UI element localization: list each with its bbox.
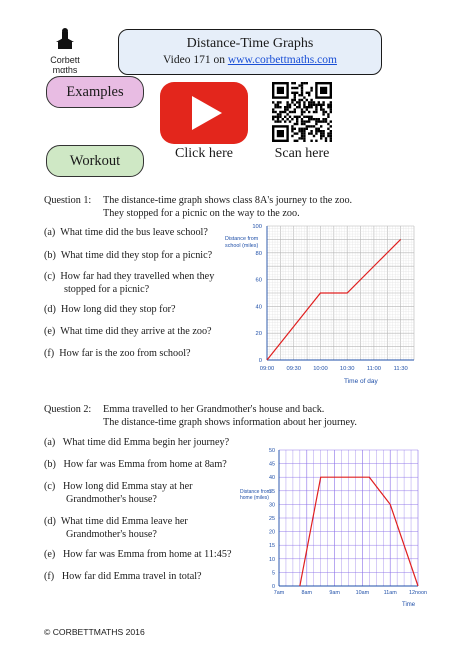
qr-code-icon xyxy=(272,82,332,142)
footer-copyright: © CORBETTMATHS 2016 xyxy=(44,627,145,637)
chart2-y-tick: 5 xyxy=(272,570,275,577)
examples-button[interactable]: Examples xyxy=(46,76,144,108)
q2a-text: What time did Emma begin her journey? xyxy=(62,437,230,448)
chart2-x-tick: 12noon xyxy=(409,590,427,596)
chart1-xlabel: Time of day xyxy=(344,378,378,385)
chart1-y-tick: 20 xyxy=(255,331,262,338)
q2d-label: (d) xyxy=(44,516,56,527)
q2-part-f xyxy=(44,570,202,583)
chart2-y-tick: 0 xyxy=(272,584,275,590)
chart2-xlabel: Time xyxy=(402,602,416,608)
chart1-y-tick: 0 xyxy=(258,358,262,364)
q1d-label: (d) xyxy=(44,304,56,315)
question1-intro-2: They stopped for a picnic on the way to the zoo. xyxy=(103,208,300,219)
video-prefix: Video 171 on xyxy=(163,54,228,66)
chart1-x-tick: 11:30 xyxy=(393,366,408,372)
corbettmaths-logo xyxy=(44,28,86,75)
q1-part-a xyxy=(44,226,208,239)
q2c-text-1: How long did Emma stay at her xyxy=(62,481,193,492)
chart1-y-tick: 60 xyxy=(255,277,262,284)
q1-part-b xyxy=(44,249,212,262)
q1a-label: (a) xyxy=(44,227,56,238)
chart1-zoo-journey xyxy=(222,220,422,390)
chart1-x-tick: 09:00 xyxy=(259,366,275,372)
video-play-button[interactable] xyxy=(160,82,248,149)
title-box xyxy=(118,29,382,75)
question1-number: Question 1: xyxy=(44,195,92,206)
q2e-text: How far was Emma from home at 11:45? xyxy=(62,549,232,560)
q2d-text-1: What time did Emma leave her xyxy=(60,516,188,527)
logo-line2: mαths xyxy=(52,65,78,75)
chart2-y-tick: 35 xyxy=(269,488,275,495)
q1b-label: (b) xyxy=(44,250,56,261)
chart2-y-tick: 25 xyxy=(269,516,275,522)
chart2-y-tick: 10 xyxy=(269,556,275,563)
chart1-y-tick: 80 xyxy=(255,250,262,257)
chart1-x-tick: 10:00 xyxy=(313,366,328,372)
q2c-text-2: Grandmother's house? xyxy=(66,494,157,505)
q2c-label: (c) xyxy=(44,481,56,492)
q2-part-b xyxy=(44,458,227,471)
question2-intro-2: The distance-time graph shows information about her journey. xyxy=(103,417,357,428)
chart2-ylabel-1: Distance from xyxy=(240,489,271,495)
q2e-label: (e) xyxy=(44,549,56,560)
q1c-label: (c) xyxy=(44,271,56,282)
q2a-label: (a) xyxy=(44,437,56,448)
logo-line1: Corbett xyxy=(50,55,80,65)
chart1-y-tick: 100 xyxy=(252,224,262,230)
chart2-grid xyxy=(279,450,418,586)
q2b-label: (b) xyxy=(44,459,56,470)
chart2-grandmother-journey xyxy=(232,440,432,612)
chart1-y-tick: 40 xyxy=(255,304,262,311)
q1-part-c xyxy=(44,270,214,283)
q1a-text: What time did the bus leave school? xyxy=(60,227,208,238)
q1d-text: How long did they stop for? xyxy=(60,304,176,315)
chart2-y-tick: 40 xyxy=(269,475,275,482)
chart2-x-tick: 7am xyxy=(273,590,285,596)
video-link[interactable]: www.corbettmaths.com xyxy=(227,54,337,66)
logo-emblem-icon xyxy=(53,28,77,50)
chart2-y-tick: 30 xyxy=(269,502,275,509)
q1f-text: How far is the zoo from school? xyxy=(59,348,191,359)
chart2-x-tick: 9am xyxy=(329,590,340,596)
chart1-ylabel-2: school (miles) xyxy=(225,243,259,249)
chart2-x-tick: 8am xyxy=(301,590,313,596)
q2d-text-2: Grandmother's house? xyxy=(66,529,157,540)
q2b-text: How far was Emma from home at 8am? xyxy=(63,459,227,470)
question2-number: Question 2: xyxy=(44,404,92,415)
video-line xyxy=(119,54,381,66)
q1e-text: What time did they arrive at the zoo? xyxy=(60,326,212,337)
workout-button[interactable]: Workout xyxy=(46,145,144,177)
q1f-label: (f) xyxy=(44,348,55,359)
chart2-x-tick: 11am xyxy=(383,590,397,596)
q2-part-a xyxy=(44,436,229,449)
q1c-text-2: stopped for a picnic? xyxy=(64,284,150,295)
question2-intro-1: Emma travelled to her Grandmother's house and back. xyxy=(103,404,325,415)
chart2-y-tick: 45 xyxy=(269,461,275,468)
q2-part-c xyxy=(44,480,193,493)
chart1-ylabel-1: Distance from xyxy=(225,236,259,242)
chart2-y-tick: 20 xyxy=(269,529,275,536)
chart2-ylabel-2: home (miles) xyxy=(240,495,269,501)
q2-part-d xyxy=(44,515,188,528)
q1-part-d xyxy=(44,303,176,316)
q1b-text: What time did they stop for a picnic? xyxy=(60,250,213,261)
play-icon xyxy=(160,82,248,144)
q1e-label: (e) xyxy=(44,326,56,337)
chart1-x-tick: 11:00 xyxy=(366,366,381,372)
page-title: Distance-Time Graphs xyxy=(186,36,314,51)
scan-here-caption: Scan here xyxy=(274,146,330,161)
chart2-y-tick: 50 xyxy=(269,448,275,454)
chart1-x-tick: 09:30 xyxy=(286,366,301,372)
q2-part-e xyxy=(44,548,231,561)
question1-intro-1: The distance-time graph shows class 8A's journey to the zoo. xyxy=(103,195,353,206)
click-here-caption[interactable]: Click here xyxy=(175,146,233,161)
chart2-y-tick: 15 xyxy=(269,543,275,550)
q2f-text: How far did Emma travel in total? xyxy=(61,571,202,582)
qr-code[interactable] xyxy=(272,82,332,147)
q2f-label: (f) xyxy=(44,571,55,582)
chart2-x-tick: 10am xyxy=(355,590,370,596)
q1-part-e xyxy=(44,325,212,338)
q1-part-f xyxy=(44,347,191,360)
q1c-text-1: How far had they travelled when they xyxy=(60,271,215,282)
chart1-x-tick: 10:30 xyxy=(339,366,355,372)
